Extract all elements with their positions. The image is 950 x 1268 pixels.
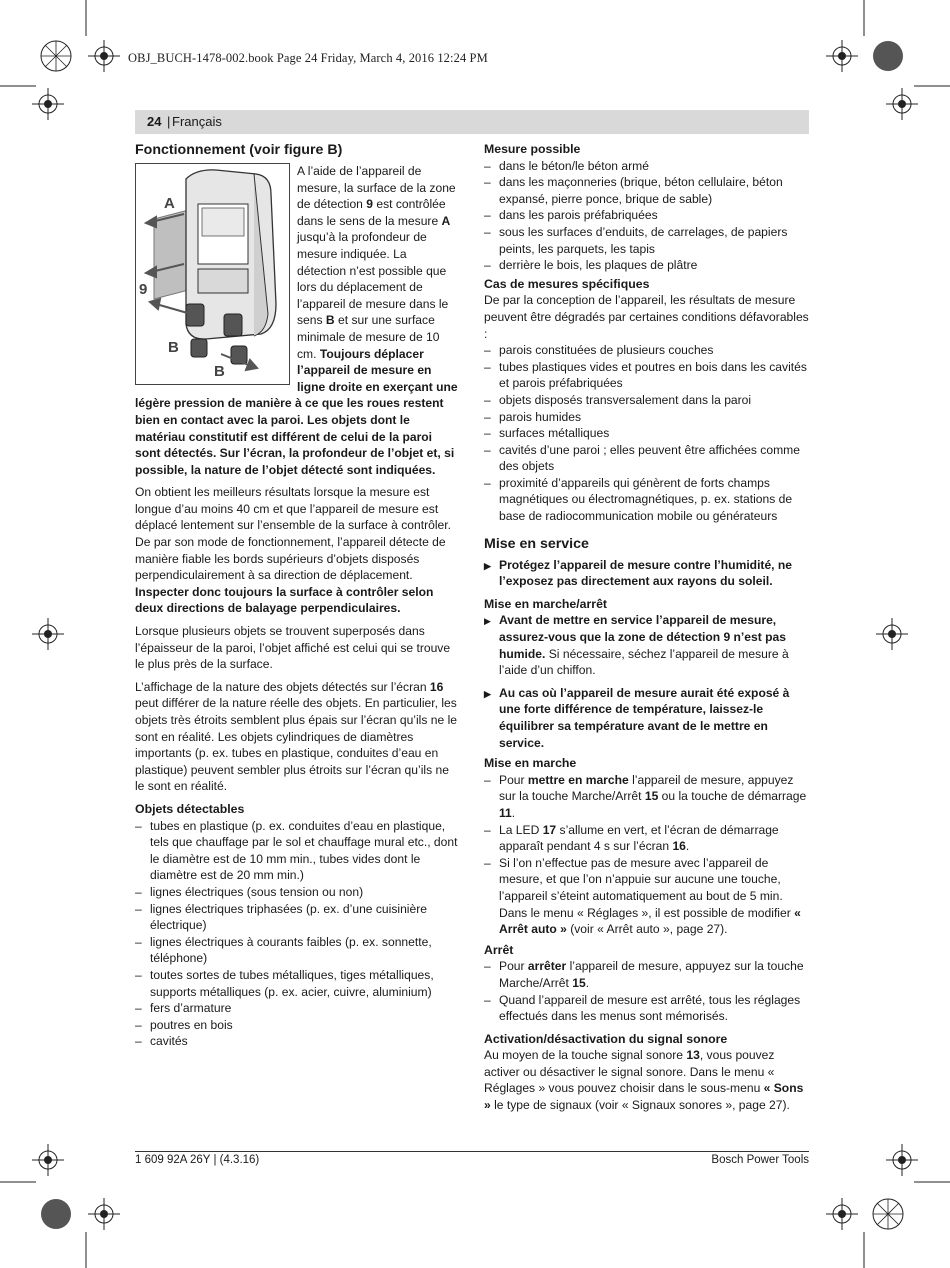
subtitle-mise-en-marche-arret: Mise en marche/arrêt [484,596,608,611]
figure-label-b-1: B [168,339,179,356]
list-item: – Pour mettre en marche l’appareil de mesure, appuyez sur la touche Marche/Arrêt 15 ou la touche de démarrage 11. [484,772,809,822]
subtitle-cas-specifiques: Cas de mesures spécifiques [484,276,650,291]
figure-label-9: 9 [139,281,148,298]
paragraph-superposed: Lorsque plusieurs objets se trouvent superposés dans l’épaisseur de la paroi, l’objet affiché est celui qui se trouve le plus près de la surface. [135,624,451,672]
figure-b [135,163,290,385]
subtitle-signal-sonore: Activation/désactivation du signal sonore [484,1031,728,1046]
right-column [484,141,809,1114]
footer-divider [135,1151,809,1152]
list-item: – surfaces métalliques [484,425,809,442]
list-item: – Si l’on n’effectue pas de mesure avec l’appareil de mesure, et que l’on n’appuie sur aucune une touche, l’appareil s’éteint automatiquement au bout de 5 min. Dans le menu « Réglages », il est possible de modifier « Arrêt auto » (voir « Arrêt auto », page 27). [484,855,809,938]
instruction-item: ▶ Avant de mettre en service l’appareil de mesure, assurez-vous que la zone de détection 9 n’est pas humide. Si nécessaire, séchez l’appareil de mesure à l’aide d’un chiffon. [484,612,809,678]
list-item: – cavités d’une paroi ; elles peuvent être affichées comme des objets [484,442,809,475]
list-item: – Quand l’appareil de mesure est arrêté, tous les réglages effectués dans les menus sont mémorisés. [484,992,809,1025]
list-item: – fers d’armature [135,1000,459,1017]
list-item: – cavités [135,1033,459,1050]
instruction-item: ▶ Au cas où l’appareil de mesure aurait été exposé à une forte différence de température, laissez-le équilibrer sa température avant de le mettre en service. [484,685,809,751]
list-item: – toutes sortes de tubes métalliques, tiges métalliques, supports métalliques (p. ex. acier, cuivre, aluminium) [135,967,459,1000]
page-number: 24 [147,114,162,129]
instruction-item: ▶ Protégez l’appareil de mesure contre l’humidité, ne l’exposez pas directement aux rayons du soleil. [484,557,809,590]
section-title-mise-en-service: Mise en service [484,535,589,552]
subtitle-mesure-possible: Mesure possible [484,142,581,156]
list-item: – La LED 17 s’allume en vert, et l’écran de démarrage apparaît pendant 4 s sur l’écran 16. [484,822,809,855]
footer-reference: 1 609 92A 26Y | (4.3.16) [135,1154,260,1166]
intro-paragraph: A l’aide de l’appareil de mesure, la surface de la zone de détection 9 est contrôlée dans le sens de la mesure A jusqu’à la profondeur de mesure indiquée. La détection n’est possible que lors du déplacement de l’appareil de mesure dans le sens B et sur une surface minimale de mesure de 10 cm. Toujours déplacer l’appareil de mesure en ligne droite en exerçant une légère pression de manière à ce que les roues restent bien en contact avec la paroi. Les objets dont le matériau constitutif est différent de celui de la paroi sont détectés. Sur l’écran, la profondeur de l’objet et, si possible, la nature de l’objet détecté sont indiquées. [135,164,458,477]
list-mesure-possible [484,158,809,274]
list-item: – dans les maçonneries (brique, béton cellulaire, béton expansé, pierre ponce, brique de sable) [484,174,809,207]
list-item: – tubes en plastique (p. ex. conduites d’eau en plastique, tels que chauffage par le sol et chauffage mural etc., dont le diamètre est de 10 mm min., tubes vides dont le diamètre est de 20 mm min.) [135,818,459,884]
list-mise-en-service [484,557,809,590]
page-header [135,110,809,134]
list-item: – parois constituées de plusieurs couches [484,342,809,359]
paragraph-display: L’affichage de la nature des objets détectés sur l’écran 16 peut différer de la nature réelle des objets. En particulier, les objets très étroits semblent plus épais sur l’écran qu’ils ne le sont en réalité. Les objets cylindriques de diamètres importants (p. ex. tubes en plastique, conduites d’eau en plastique) peuvent sembler plus étroits sur l’écran qu’ils ne le sont en réalité. [135,679,457,794]
footer-brand: Bosch Power Tools [711,1154,809,1166]
list-item: – Pour arrêter l’appareil de mesure, appuyez sur la touche Marche/Arrêt 15. [484,958,809,991]
list-arret [484,958,809,1024]
list-item: – lignes électriques (sous tension ou non) [135,884,459,901]
subtitle-objets-detectables: Objets détectables [135,801,245,816]
list-item: – parois humides [484,409,809,426]
list-cas-specifiques [484,342,809,525]
list-item: – lignes électriques à courants faibles (p. ex. sonnette, téléphone) [135,934,459,967]
list-objets-detectables [135,818,459,1050]
paragraph-best-results: On obtient les meilleurs résultats lorsque la mesure est longue d’au moins 40 cm et que l’appareil de mesure est déplacé lentement sur l’ensemble de la surface à contrôler. De par son mode de fonctionnement, l’appareil détecte de manière fiable les bords supérieurs d’objets disposés perpendiculairement à sa direction de déplacement. Inspecter donc toujours la surface à contrôler selon deux directions de balayage perpendiculaires. [135,485,451,616]
subtitle-arret: Arrêt [484,942,514,957]
device-illustration [136,164,289,384]
list-item: – objets disposés transversalement dans la paroi [484,392,809,409]
header-separator: | [167,114,171,129]
figure-label-b-2: B [214,363,225,380]
section-title-fonctionnement: Fonctionnement (voir figure B) [135,142,343,158]
list-mise-en-marche-arret [484,612,809,751]
subtitle-mise-en-marche: Mise en marche [484,756,577,771]
list-item: – proximité d’appareils qui génèrent de forts champs magnétiques ou électromagnétiques, p. ex. stations de base de radiocommunication mobile ou générateurs [484,475,809,525]
list-item: – lignes électriques triphasées (p. ex. d’une cuisinière électrique) [135,901,459,934]
figure-label-a: A [164,195,175,212]
list-item: – dans les parois préfabriquées [484,207,809,224]
list-item: – poutres en bois [135,1017,459,1034]
list-item: – sous les surfaces d’enduits, de carrelages, de papiers peints, les parquets, les tapis [484,224,809,257]
list-mise-en-marche [484,772,809,938]
language-label: Français [172,114,222,129]
list-item: – dans le béton/le béton armé [484,158,809,175]
paragraph-cas-intro: De par la conception de l’appareil, les résultats de mesure peuvent être dégradés par certaines conditions défavorables : [484,293,809,341]
left-column [135,141,459,1050]
list-item: – tubes plastiques vides et poutres en bois dans les cavités et parois préfabriquées [484,359,809,392]
paragraph-signal-sonore: Au moyen de la touche signal sonore 13, vous pouvez activer ou désactiver le signal sonore. Dans le menu « Réglages » vous pouvez choisir dans le sous-menu « Sons » le type de signaux (voir « Signaux sonores », page 27). [484,1048,804,1113]
print-info-line: OBJ_BUCH-1478-002.book Page 24 Friday, March 4, 2016 12:24 PM [128,51,488,65]
list-item: – derrière le bois, les plaques de plâtre [484,257,809,274]
